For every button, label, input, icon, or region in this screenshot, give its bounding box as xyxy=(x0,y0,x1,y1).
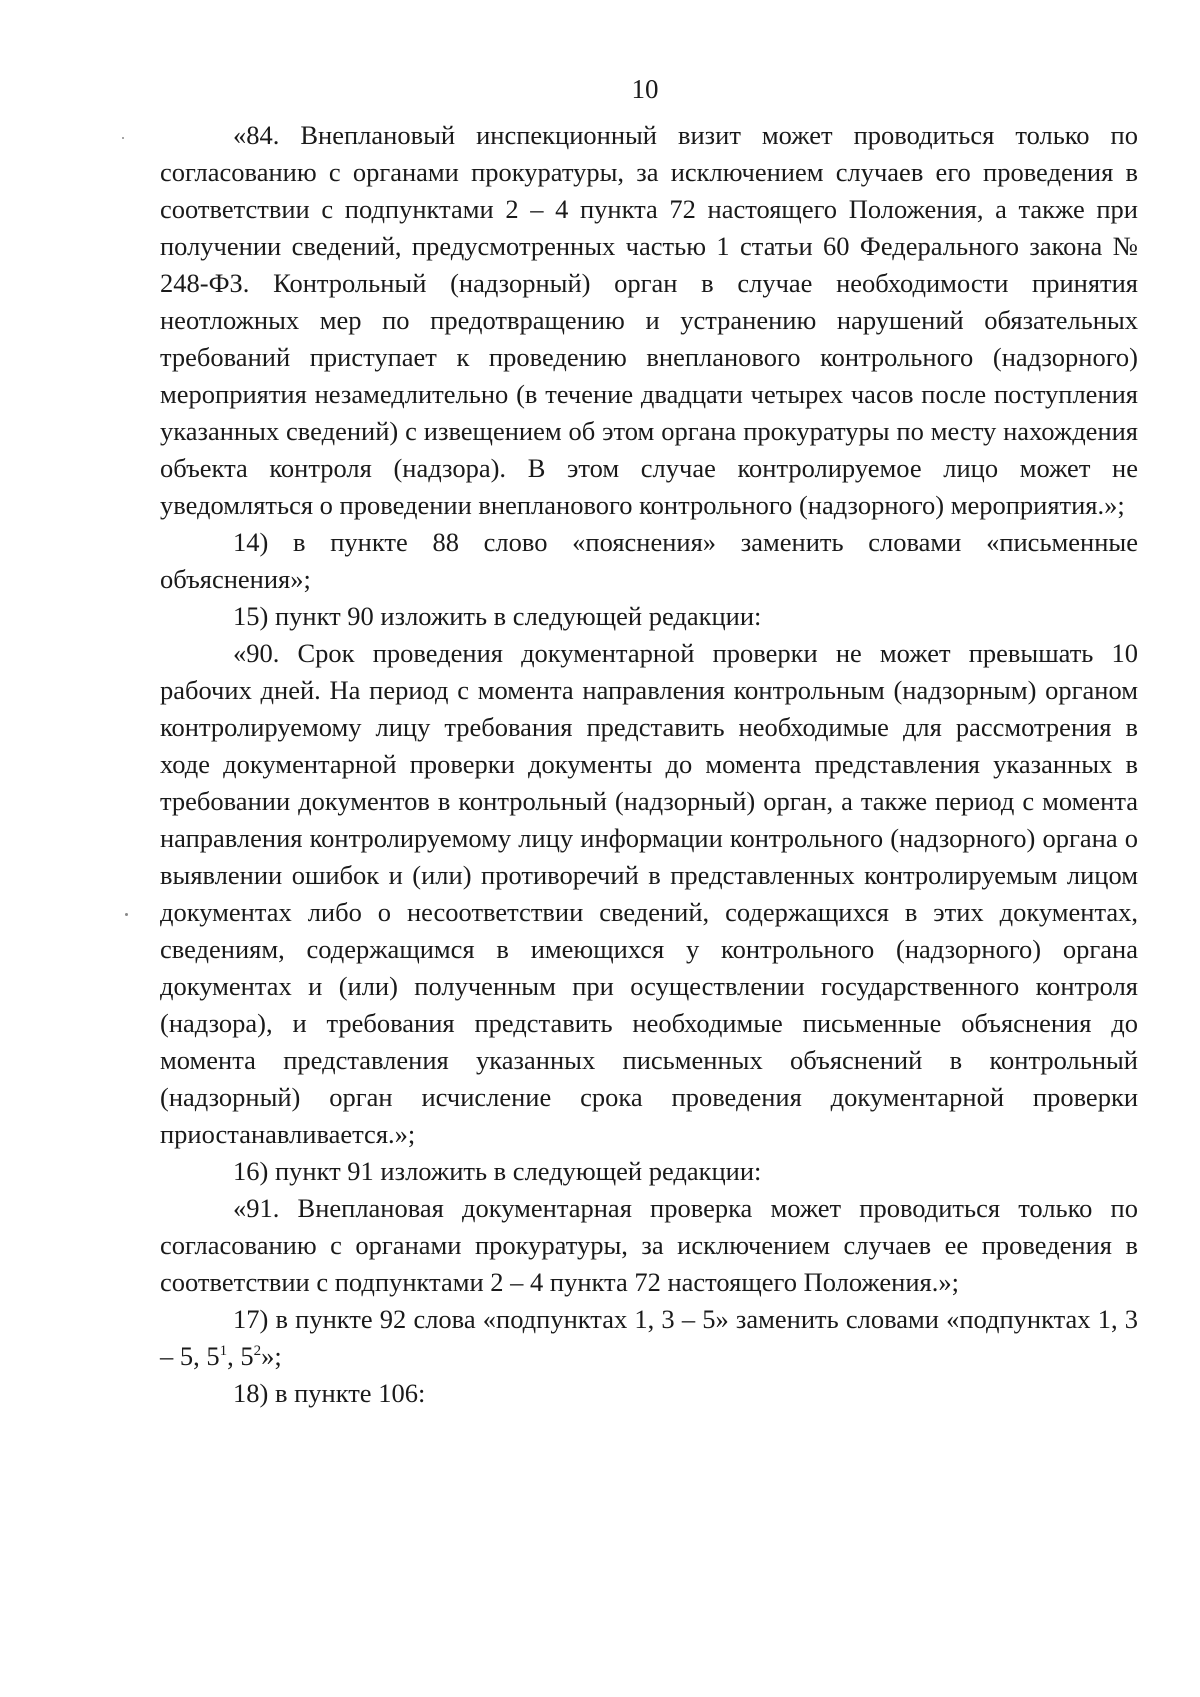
scan-speck xyxy=(122,137,124,139)
amendment-item-16: 16) пункт 91 изложить в следующей редакции: xyxy=(233,1156,762,1186)
amendment-item-17 xyxy=(160,1301,1138,1375)
superscript-2: 2 xyxy=(253,1343,262,1360)
document-body xyxy=(160,117,1138,1412)
amendment-item-18: 18) в пункте 106: xyxy=(233,1378,426,1408)
superscript-1: 1 xyxy=(219,1343,228,1360)
amendment-item-17-end: »; xyxy=(261,1341,282,1371)
amendment-item-17-mid: , 5 xyxy=(227,1341,254,1371)
paragraph-90: «90. Срок проведения документарной проверки не может превышать 10 рабочих дней. На период с момента направления контрольным (надзорным) органом контролируемому лицу требования представить необходимые для рассмотрения в ходе документарной проверки документы до момента представления указанных в требовании документов в контрольный (надзорный) орган, а также период с момента направления контролируемому лицу информации контрольного (надзорного) органа о выявлении ошибок и (или) противоречий в представленных контролируемым лицом документах либо о несоответствии сведений, содержащихся в этих документах, сведениям, содержащимся в имеющихся у контрольного (надзорного) органа документах и (или) полученным при осуществлении государственного контроля (надзора), и требования представить необходимые письменные объяснения до момента представления указанных письменных объяснений в контрольный (надзорный) орган исчисление срока проведения документарной проверки приостанавливается.»; xyxy=(160,638,1138,1149)
amendment-item-14: 14) в пункте 88 слово «пояснения» заменить словами «письменные объяснения»; xyxy=(160,527,1138,594)
paragraph-84: «84. Внеплановый инспекционный визит может проводиться только по согласованию с органами прокуратуры, за исключением случаев его проведения в соответствии с подпунктами 2 – 4 пункта 72 настоящего Положения, а также при получении сведений, предусмотренных частью 1 статьи 60 Федерального закона № 248-ФЗ. Контрольный (надзорный) орган в случае необходимости принятия неотложных мер по предотвращению и устранению нарушений обязательных требований приступает к проведению внепланового контрольного (надзорного) мероприятия незамедлительно (в течение двадцати четырех часов после поступления указанных сведений) с извещением об этом органа прокуратуры по месту нахождения объекта контроля (надзора). В этом случае контролируемое лицо может не уведомляться о проведении внепланового контрольного (надзорного) мероприятия.»; xyxy=(160,120,1138,520)
page-number: 10 xyxy=(631,74,659,104)
scan-speck xyxy=(125,913,128,916)
amendment-item-15: 15) пункт 90 изложить в следующей редакции: xyxy=(233,601,762,631)
amendment-item-17-text: 17) в пункте 92 слова «подпунктах 1, 3 – 5» заменить словами «подпунктах 1, 3 – 5, 5 xyxy=(160,1304,1138,1371)
paragraph-91: «91. Внеплановая документарная проверка может проводиться только по согласованию с органами прокуратуры, за исключением случаев ее проведения в соответствии с подпунктами 2 – 4 пункта 72 настоящего Положения.»; xyxy=(160,1193,1138,1297)
